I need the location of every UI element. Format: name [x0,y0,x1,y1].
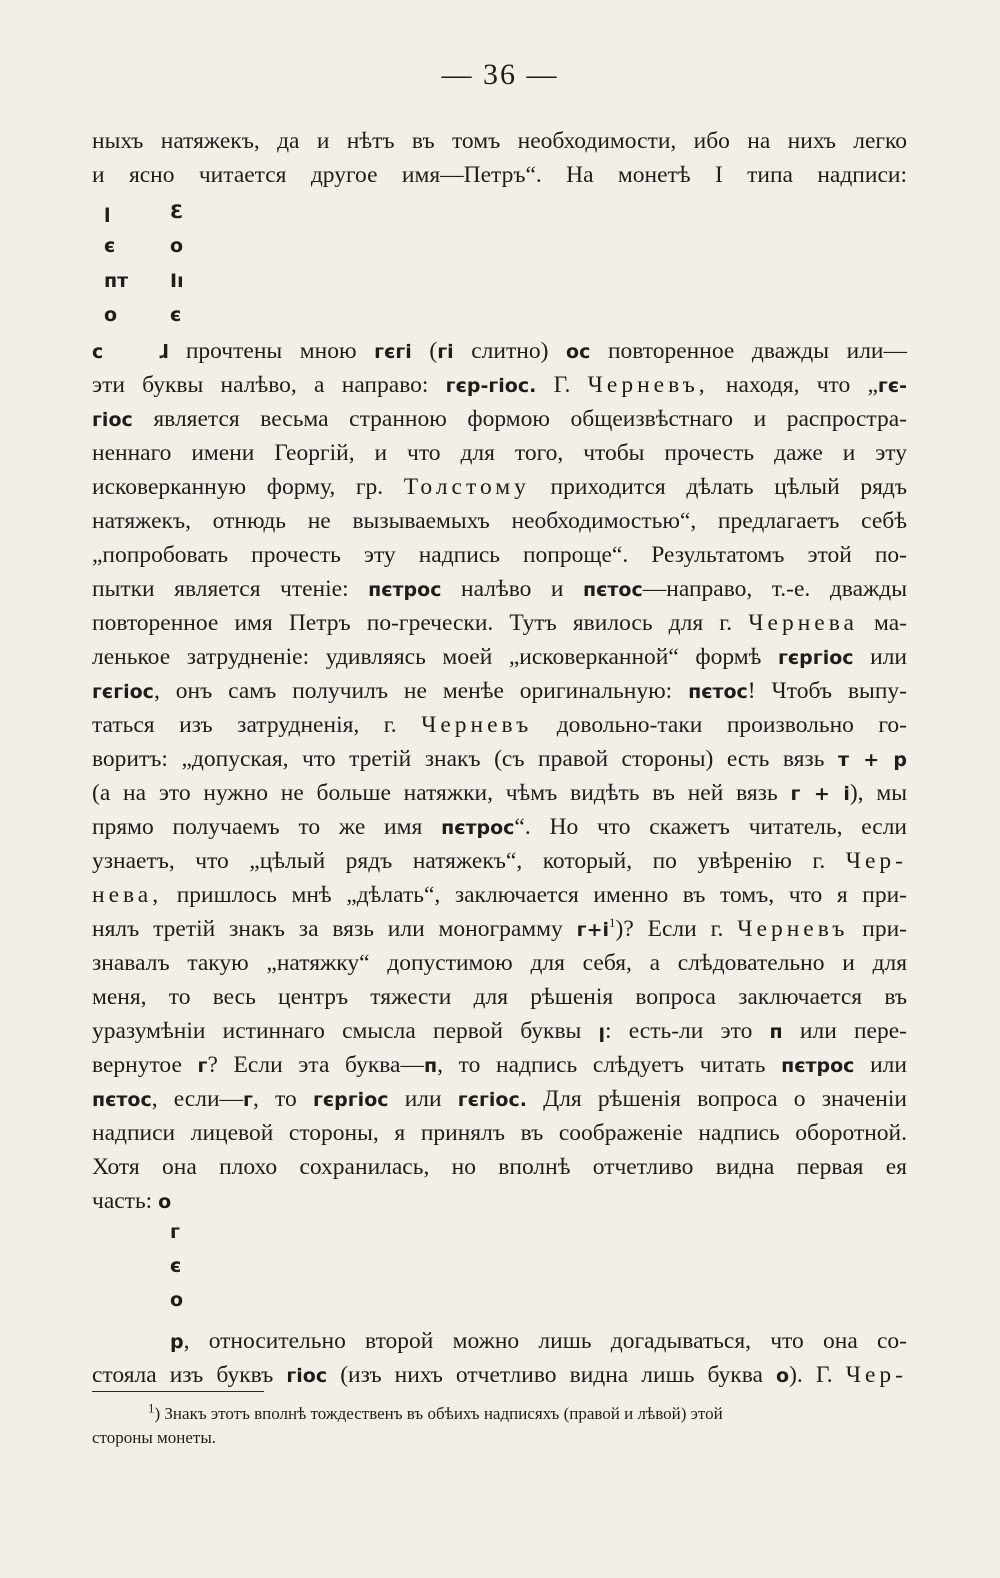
text-line-26: надписи лицевой стороны, я принялъ въ соображеніе надпись оборотной. [92,1120,907,1146]
text-line-19: нева, пришлось мнѣ „дѣлать“, заключается именно въ томъ, что я при- [92,882,907,908]
text-line-2: и ясно читается другое имя—Петръ“. На монетѣ I типа надписи: [92,162,907,188]
text-line-21: знавалъ такую „натяжку“ допустимою для себя, а слѣдовательно и для [92,950,907,976]
obverse-left-glyph-4: о [104,304,118,326]
text-line-20: нялъ третій знакъ за вязь или монограмму $г+і^1$)? Если г. Черневъ при- [92,915,907,942]
text-line-29: р, относительно второй можно лишь догадываться, что она со- [170,1328,907,1354]
footnote-line-1: $^1$) Знакъ этотъ вполнѣ тождественъ въ обѣихъ надписяхъ (правой и лѣвой) этой [148,1400,723,1423]
reverse-glyph-3: о [170,1289,184,1311]
text-line-22: меня, то весь центръ тяжести для рѣшенія вопроса заключается въ [92,984,907,1010]
reverse-glyph-1: г [170,1221,180,1243]
text-line-16: (а на это нужно не больше натяжки, чѣмъ видѣть въ ней вязь г + і), мы [92,780,907,806]
obverse-right-glyph-4: є [170,304,182,326]
obverse-left-glyph-2: є [104,235,116,257]
text-line-11: повторенное имя Петръ по-гречески. Тутъ явилось для г. Чернева ма- [92,610,907,636]
text-line-12: ленькое затрудненіе: удивляясь моей „исковерканной“ формѣ гєргіос или [92,644,907,670]
footnote-marker: 1 [148,1400,155,1416]
text-line-18: узнаетъ, что „цѣлый рядъ натяжекъ“, который, по увѣренію г. Чер- [92,848,907,874]
obverse-right-glyph-3: Іı [170,270,184,292]
obverse-left-glyph-1: ꞁ [104,201,111,223]
obverse-left-glyph-3: пт [104,270,129,292]
text-line-13: гєгіос, онъ самъ получилъ не менѣе оригинальную: пєтос! Чтобъ выпу- [92,678,907,704]
reverse-glyph-2: є [170,1255,182,1277]
text-line-15: воритъ: „допуская, что третій знакъ (съ правой стороны) есть вязь т + р [92,746,907,772]
page-number: — 36 — [441,58,559,91]
text-line-7: исковерканную форму, гр. Толстому приходится дѣлать цѣлый рядъ [92,474,907,500]
obverse-right-glyph-1: Ɛ [170,201,184,223]
text-line-10: пытки является чтеніе: пєтрос налѣво и пєтос—направо, т.-е. дважды [92,576,907,602]
text-line-3: с ɺ прочтены мною гєгі (гі слитно) ос повторенное дважды или— [92,338,908,364]
text-line-14: таться изъ затрудненія, г. Черневъ довольно-таки произвольно го- [92,712,908,738]
text-line-1: ныхъ натяжекъ, да и нѣтъ въ томъ необходимости, ибо на нихъ легко [92,128,907,154]
text-line-5: гіос является весьма странною формою общеизвѣстнаго и распростра- [92,406,907,432]
text-line-27: Хотя она плохо сохранилась, но вполнѣ отчетливо видна первая ея [92,1154,907,1180]
text-line-25: пєтос, если—г, то гєргіос или гєгіос. Для рѣшенія вопроса о значеніи [92,1086,907,1112]
text-line-9: „попробовать прочесть эту надпись попроще“. Результатомъ этой по- [92,542,907,568]
footnote-reference: 1 [609,915,616,931]
footnote-line-2: стороны монеты. [92,1428,217,1447]
obverse-right-glyph-5: ɺ [158,341,169,363]
obverse-right-glyph-2: о [170,235,184,257]
footnote-divider [92,1391,264,1392]
text-line-23: уразумѣніи истиннаго смысла первой буквы ꞁ: есть-ли это п или пере- [92,1018,907,1044]
text-line-17: прямо получаемъ то же имя пєтрос“. Но что скажетъ читатель, если [92,814,907,840]
text-line-6: неннаго имени Георгій, и что для того, чтобы прочесть даже и эту [92,440,907,466]
text-line-24: вернутое г? Если эта буква—п, то надпись слѣдуетъ читать пєтрос или [92,1052,907,1078]
text-line-8: натяжекъ, отнюдь не вызываемыхъ необходимостью“, предлагаетъ себѣ [92,508,907,534]
text-line-28: часть: о [92,1188,172,1214]
obverse-left-glyph-5: с [92,341,104,363]
text-line-30: стояла изъ буквъ гіос (изъ нихъ отчетливо видна лишь буква о). Г. Чер- [92,1362,907,1388]
text-line-4: эти буквы налѣво, а направо: гєр-гіос. Г. Черневъ, находя, что „гє- [92,372,907,398]
